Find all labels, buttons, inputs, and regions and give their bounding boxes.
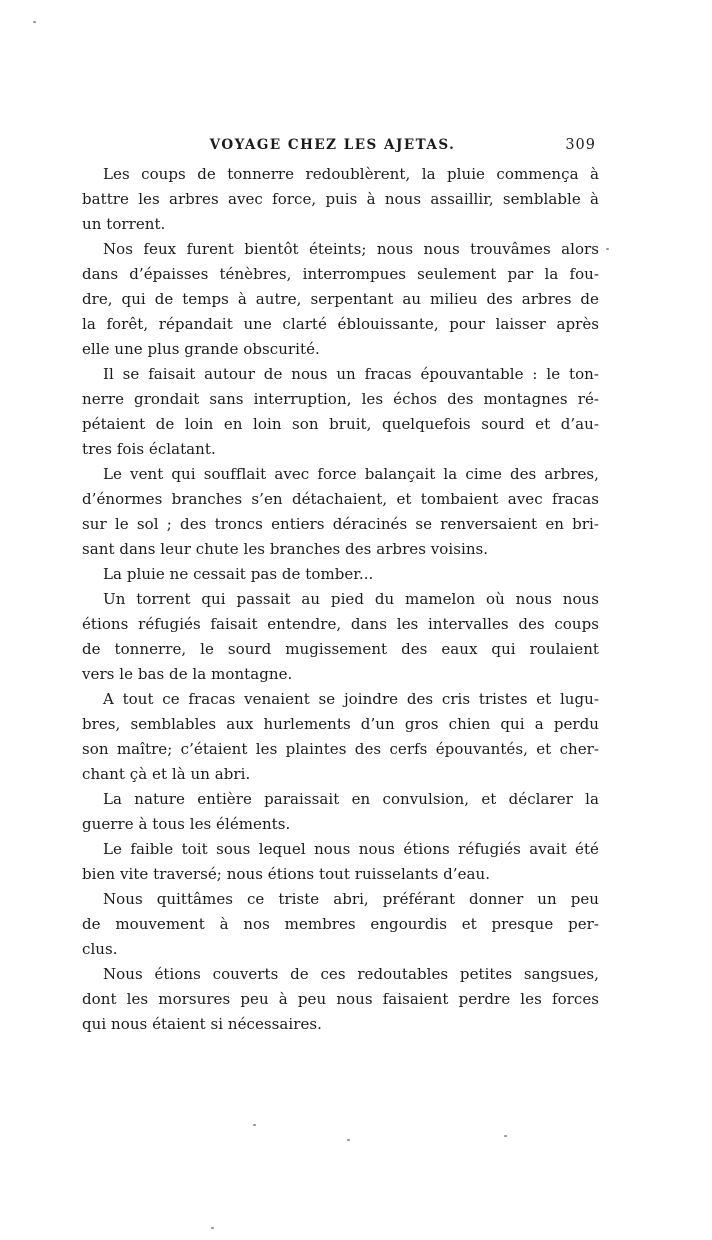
text-line: qui nous étaient si nécessaires.	[82, 1015, 322, 1033]
text-line: Le faible toit sous lequel nous nous étions réfugiés avait été	[103, 840, 599, 858]
page-text	[82, 162, 599, 1037]
text-line: Nous quittâmes ce triste abri, préférant donner un peu	[103, 890, 599, 908]
text-line: Un torrent qui passait au pied du mamelon où nous nous	[103, 590, 599, 608]
running-head	[82, 137, 599, 157]
text-line: elle une plus grande obscurité.	[82, 340, 320, 358]
text-line: bien vite traversé; nous étions tout ruisselants d’eau.	[82, 865, 491, 883]
text-line: chant çà et là un abri.	[82, 765, 251, 783]
text-line: de tonnerre, le sourd mugissement des eaux qui roulaient	[82, 640, 599, 658]
scan-speck	[347, 1139, 350, 1141]
scan-speck	[504, 1135, 507, 1137]
text-line: dans d’épaisses ténèbres, interrompues seulement par la fou-	[82, 265, 599, 283]
page-header-title: VOYAGE CHEZ LES AJETAS.	[209, 137, 456, 153]
text-line: sant dans leur chute les branches des arbres voisins.	[82, 540, 489, 558]
text-line: guerre à tous les éléments.	[82, 815, 291, 833]
page-number: 309	[565, 137, 596, 153]
text-line: d’énormes branches s’en détachaient, et tombaient avec fracas	[82, 490, 599, 508]
text-line: A tout ce fracas venaient se joindre des cris tristes et lugu-	[103, 690, 599, 708]
text-line: battre les arbres avec force, puis à nous assaillir, semblable à	[82, 190, 599, 208]
text-line: La pluie ne cessait pas de tomber...	[103, 565, 374, 583]
text-line: la forêt, répandait une clarté éblouissante, pour laisser après	[82, 315, 599, 333]
text-line: dre, qui de temps à autre, serpentant au milieu des arbres de	[82, 290, 599, 308]
scan-speck	[33, 21, 36, 23]
scan-speck	[253, 1124, 256, 1126]
text-line: nerre grondait sans interruption, les échos des montagnes ré-	[82, 390, 599, 408]
scan-speck	[211, 1227, 214, 1229]
text-line: clus.	[82, 940, 118, 958]
text-line: Le vent qui soufflait avec force balançait la cime des arbres,	[103, 465, 599, 483]
text-line: pétaient de loin en loin son bruit, quelquefois sourd et d’au-	[82, 415, 599, 433]
scan-speck	[606, 248, 609, 250]
text-line: Nous étions couverts de ces redoutables petites sangsues,	[103, 965, 599, 983]
text-line: sur le sol ; des troncs entiers déracinés se renversaient en bri-	[82, 515, 599, 533]
text-line: étions réfugiés faisait entendre, dans les intervalles des coups	[82, 615, 599, 633]
text-line: La nature entière paraissait en convulsion, et déclarer la	[103, 790, 599, 808]
text-line: de mouvement à nos membres engourdis et presque per-	[82, 915, 599, 933]
text-line: Les coups de tonnerre redoublèrent, la pluie commença à	[103, 165, 599, 183]
text-line: vers le bas de la montagne.	[82, 665, 293, 683]
text-line: bres, semblables aux hurlements d’un gros chien qui a perdu	[82, 715, 599, 733]
text-line: dont les morsures peu à peu nous faisaient perdre les forces	[82, 990, 599, 1008]
text-line: un torrent.	[82, 215, 166, 233]
text-line: Nos feux furent bientôt éteints; nous nous trouvâmes alors	[103, 240, 599, 258]
text-line: son maître; c’étaient les plaintes des cerfs épouvantés, et cher-	[82, 740, 599, 758]
text-line: tres fois éclatant.	[82, 440, 216, 458]
text-line: Il se faisait autour de nous un fracas épouvantable : le ton-	[103, 365, 599, 383]
